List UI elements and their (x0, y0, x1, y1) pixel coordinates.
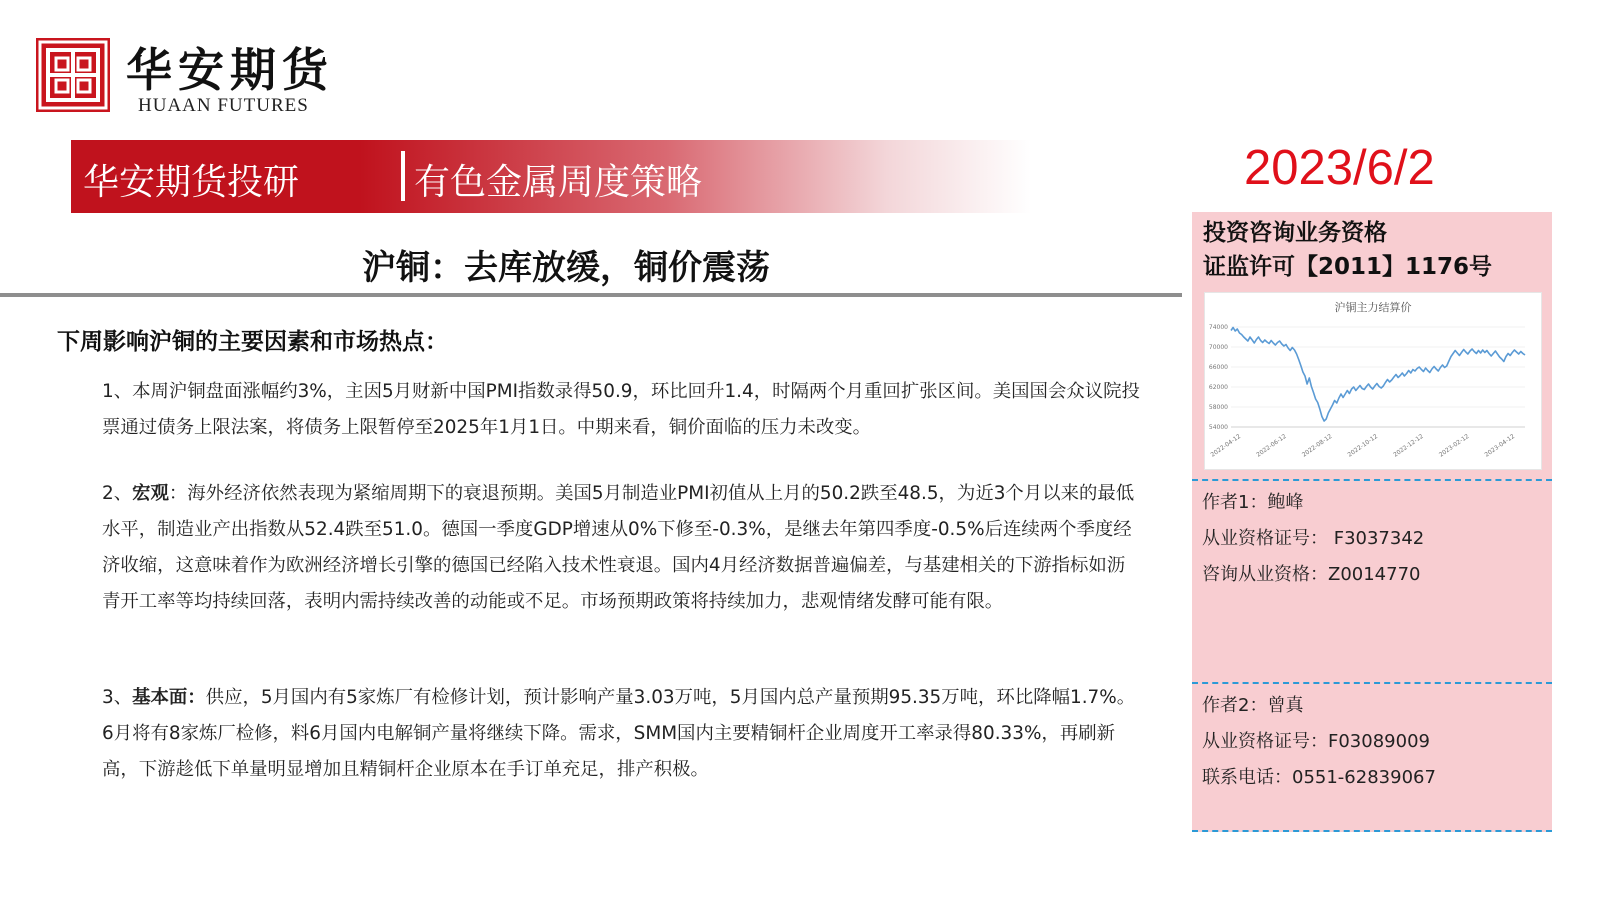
chart-ytick-label: 70000 (1208, 344, 1228, 351)
chart-xtick-label: 2022-06-12 (1255, 432, 1288, 459)
price-chart-svg (1205, 293, 1541, 469)
author2-phone: 联系电话：0551-62839067 (1202, 767, 1436, 788)
paragraph-3-label: 基本面： (132, 687, 206, 708)
chart-xtick-label: 2023-02-12 (1437, 432, 1471, 459)
chart-xtick-label: 2023-04-12 (1483, 432, 1517, 459)
report-banner (71, 140, 1031, 213)
chart-xtick-label: 2022-08-12 (1300, 432, 1334, 459)
dashed-divider (1192, 682, 1552, 684)
paragraph-1-text: 1、本周沪铜盘面涨幅约3%，主因5月财新中国PMI指数录得50.9，环比回升1.4，时隔两个月重回扩张区间。美国国会众议院投票通过债务上限法案，将债务上限暂停至2025年1月1日。中期来看，铜价面临的压力未改变。 (102, 381, 1140, 438)
dashed-divider (1192, 479, 1552, 481)
paragraph-3-text: 供应，5月国内有5家炼厂有检修计划，预计影响产量3.03万吨，5月国内总产量预期95.35万吨，环比降幅1.7%。6月将有8家炼厂检修，料6月国内电解铜产量将继续下降。需求，SMM国内主要精铜杆企业周度开工率录得80.33%，再刷新高，下游趁低下单量明显增加且精铜杆企业原本在手订单充足，排产积极。 (102, 687, 1136, 780)
paragraph-2-prefix: 2、 (102, 483, 133, 504)
chart-xtick-label: 2022-12-12 (1392, 432, 1425, 459)
banner-report-type: 有色金属周度策略 (414, 162, 703, 203)
paragraph-3-prefix: 3、 (102, 687, 133, 708)
paragraph-1 (102, 374, 1142, 446)
chart-xtick-label: 2022-10-12 (1346, 432, 1380, 459)
side-panel (1192, 212, 1552, 832)
author1-cert: 从业资格证号： F3037342 (1202, 528, 1425, 549)
paragraph-2-text: ：海外经济依然表现为紧缩周期下的衰退预期。美国5月制造业PMI初值从上月的50.2跌至48.5，为近3个月以来的最低水平，制造业产出指数从52.4跌至51.0。德国一季度GDP增速从0%下修至-0.3%，是继去年第四季度-0.5%后连续两个季度经济收缩，这意味着作为欧洲经济增长引擎的德国已经陷入技术性衰退。国内4月经济数据普遍偏差，与基建相关的下游指标如沥青开工率等均持续回落，表明内需持续改善的动能或不足。市场预期政策将持续加力，悲观情绪发酵可能有限。 (102, 483, 1135, 612)
author2-cert: 从业资格证号：F03089009 (1202, 731, 1430, 752)
chart-xtick-label: 2022-04-12 (1209, 432, 1243, 459)
title-divider (0, 293, 1182, 297)
author1-advisory: 咨询从业资格：Z0014770 (1202, 564, 1421, 585)
banner-separator (401, 151, 405, 201)
company-logo-seal (36, 38, 110, 112)
author1-name: 作者1：鲍峰 (1202, 492, 1304, 513)
section-heading: 下周影响沪铜的主要因素和市场热点： (57, 329, 448, 355)
report-title: 沪铜：去库放缓，铜价震荡 (362, 248, 770, 288)
chart-ytick-label: 54000 (1208, 424, 1228, 431)
chart-ytick-label: 66000 (1208, 364, 1228, 371)
qualification-license: 证监许可【2011】1176号 (1203, 254, 1493, 280)
chart-ytick-label: 74000 (1208, 324, 1228, 331)
price-chart (1204, 292, 1542, 470)
paragraph-2-label: 宏观 (132, 483, 169, 504)
chart-ytick-label: 62000 (1208, 384, 1228, 391)
chart-ytick-label: 58000 (1208, 404, 1228, 411)
qualification-title: 投资咨询业务资格 (1203, 220, 1387, 246)
chart-title: 沪铜主力结算价 (1334, 301, 1412, 314)
paragraph-2 (102, 476, 1142, 620)
company-name-en: HUAAN FUTURES (138, 95, 309, 116)
report-date: 2023/6/2 (1244, 141, 1435, 195)
paragraph-3 (102, 680, 1142, 788)
author2-name: 作者2：曾真 (1202, 695, 1304, 716)
banner-brand: 华安期货投研 (83, 162, 300, 203)
company-name-cn: 华安期货 (126, 43, 334, 97)
dashed-divider (1192, 830, 1552, 832)
